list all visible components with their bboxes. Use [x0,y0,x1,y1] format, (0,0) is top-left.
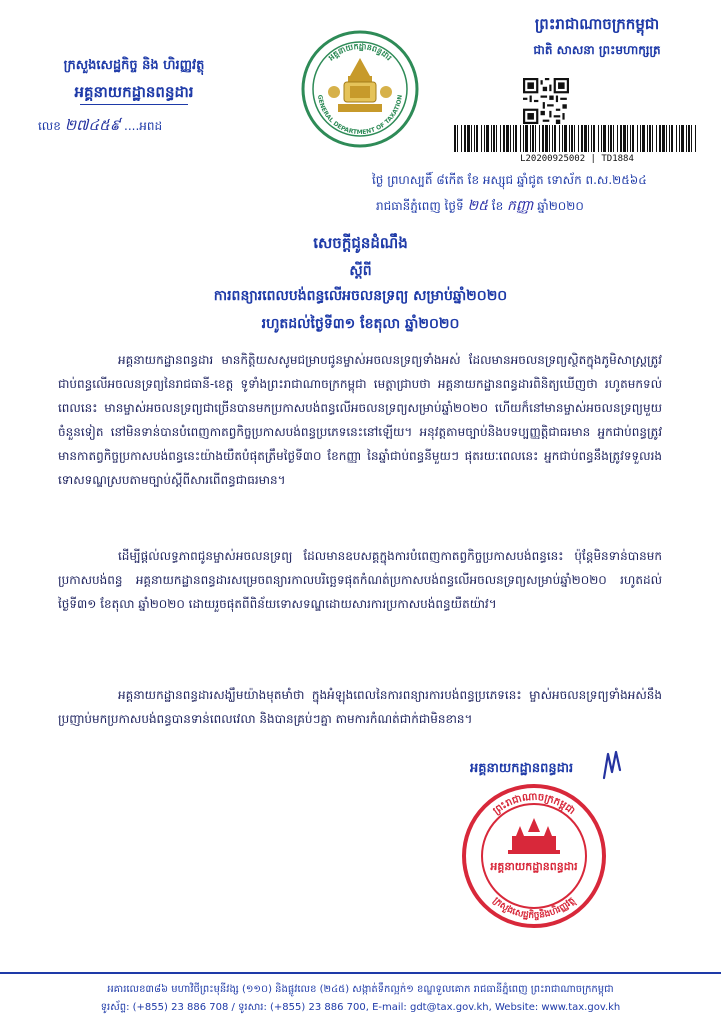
stamp-angkor-icon [508,818,560,854]
barcode-icon [452,125,702,152]
notice-about: ស្តីពី [349,263,372,279]
solar-date [376,196,584,217]
solar-date-day: ២៥ [467,198,488,214]
solar-date-month: កញ្ញា [507,198,534,214]
notice-subject: ការពន្យារពេលបង់ពន្ធលើអចលនទ្រព្យ សម្រាប់ឆ្នាំ២០២០ [213,288,508,304]
notice-deadline: រហូតដល់ថ្ងៃទី៣១ ខែតុលា ឆ្នាំ២០២០ [261,316,460,332]
stamp-bottom-text: ក្រសួងសេដ្ឋកិច្ចនិងហិរញ្ញវត្ថុ [490,895,578,922]
notice-title: សេចក្តីជូនដំណឹង [313,234,408,252]
solar-date-year: ឆ្នាំ២០២០ [537,199,584,213]
national-motto: ជាតិ សាសនា ព្រះមហាក្សត្រ [533,43,661,57]
gdt-seal-logo [300,26,420,152]
body-paragraph-3: អគ្គនាយកដ្ឋានពន្ធដារសង្ឃឹមយ៉ាងមុតមាំថា ក្នុងអំឡុងពេលនៃការពន្យារការបង់ពន្ធប្រភេទនេះ ម្ចាស់អចលនទ្រព្យទាំងអស់នឹងប្រញាប់មកប្រកាសបង់ពន្ធបានទាន់ពេលវេលា និងបានគ្រប់ៗគ្នា តាមការកំណត់ជាក់ជាមិនខាន។ [58,688,662,726]
lunar-date: ថ្ងៃ ព្រហស្បតិ៍ ៨កើត ខែ អស្សុជ ឆ្នាំជូត ទោស័ក ព.ស.២៥៦៤ [372,173,647,187]
department-name: អគ្គនាយកដ្ឋានពន្ធដារ [74,83,194,101]
footer-divider [0,972,721,974]
reference-suffix: ....អពដ [124,119,163,133]
seal-bottom-text: GENERAL DEPARTMENT OF TAXATION [316,94,404,137]
reference-handwritten-number: ២៧៤៥៩ [64,116,121,134]
seal-top-text: អគ្គនាយកដ្ឋានពន្ធដារ [326,41,394,63]
solar-date-prefix: រាជធានីភ្នំពេញ ថ្ងៃទី [376,199,464,213]
body-paragraph-1: អគ្គនាយកដ្ឋានពន្ធដារ មានកិត្តិយសសូមជម្រាបជូនម្ចាស់អចលនទ្រព្យទាំងអស់ ដែលមានអចលនទ្រព្យស្ថិតក្នុងភូមិសាស្ត្រត្រូវជាប់ពន្ធលើអចលនទ្រព្យនៃរាជធានី-ខេត្ត ទូទាំងព្រះរាជាណាចក្រកម្ពុជា មេត្តាជ្រាបថា អគ្គនាយកដ្ឋានពន្ធដារពិនិត្យឃើញថា រហូតមកទល់ពេលនេះ មានម្ចាស់អចលនទ្រព្យជាច្រើនបានមកប្រកាសបង់ពន្ធលើអចលនទ្រព្យសម្រាប់ឆ្នាំ២០២០ ហើយក៏នៅមានម្ចាស់អចលនទ្រព្យមួយចំនួនទៀត នៅមិនទាន់បានបំពេញកាតព្វកិច្ចប្រកាសបង់ពន្ធប្រភេទនេះនៅឡើយ។ អនុវត្តតាមច្បាប់និងបទប្បញ្ញត្តិជាធរមាន អ្នកជាប់ពន្ធត្រូវមានកាតព្វកិច្ចប្រកាសបង់ពន្ធនេះយ៉ាងយឺតបំផុតត្រឹមថ្ងៃទី៣០ ខែកញ្ញា នៃឆ្នាំជាប់ពន្ធនីមួយៗ ផុតរយៈពេលនេះ អ្នកជាប់ពន្ធនឹងត្រូវទទួលរងទោសទណ្ឌស្របតាមច្បាប់ស្តីពីសារពើពន្ធជាធរមាន។ [58,353,662,487]
department-underline [80,104,188,105]
solar-date-month-prefix: ខែ [491,199,504,213]
body-paragraph-2: ដើម្បីផ្តល់លទ្ធភាពជូនម្ចាស់អចលនទ្រព្យ ដែលមានឧបសគ្គក្នុងការបំពេញកាតព្វកិច្ចប្រកាសបង់ពន្ធនេះ ប៉ុន្តែមិនទាន់បានមកប្រកាសបង់ពន្ធ អគ្គនាយកដ្ឋានពន្ធដារសម្រេចពន្យារកាលបរិច្ឆេទផុតកំណត់ប្រកាសបង់ពន្ធលើអចលនទ្រព្យសម្រាប់ឆ្នាំ២០២០ រហូតដល់ថ្ងៃទី៣១ ខែតុលា ឆ្នាំ២០២០ ដោយរួចផុតពីពិន័យទោសទណ្ឌដោយសារការប្រកាសបង់ពន្ធយឺតយ៉ាវ។ [58,549,662,611]
ministry-name: ក្រសួងសេដ្ឋកិច្ច និង ហិរញ្ញវត្ថុ [63,58,205,73]
official-red-stamp [458,780,610,932]
barcode-number: L20200925002 | TD1884 [520,154,634,164]
signature-mark-icon [600,748,624,782]
footer-address: អគារលេខ៣៨៦ មហាវិថីព្រះមុនីវង្ស (១១០) និងផ្លូវលេខ (២៤៥) សង្កាត់ទឹកល្អក់១ ខណ្ឌទួលគោក រាជធានីភ្នំពេញ ព្រះរាជាណាចក្រកម្ពុជា [107,984,614,995]
signer-title: អគ្គនាយកដ្ឋានពន្ធដារ [470,761,574,776]
reference-prefix: លេខ [38,119,61,133]
reference-number [38,116,162,138]
stamp-middle-text: អគ្គនាយកដ្ឋានពន្ធដារ [490,860,578,873]
qr-code-icon [523,78,569,124]
kingdom-name: ព្រះរាជាណាចក្រកម្ពុជា [534,15,660,33]
stamp-top-text: ព្រះរាជាណាចក្រកម្ពុជា [491,791,577,817]
footer-contact: ទូរស័ព្ទ: (+855) 23 886 708 / ទូរសារ: (+855) 23 886 700, E-mail: gdt@tax.gov.kh, Website: www.tax.gov.kh [100,1002,621,1013]
